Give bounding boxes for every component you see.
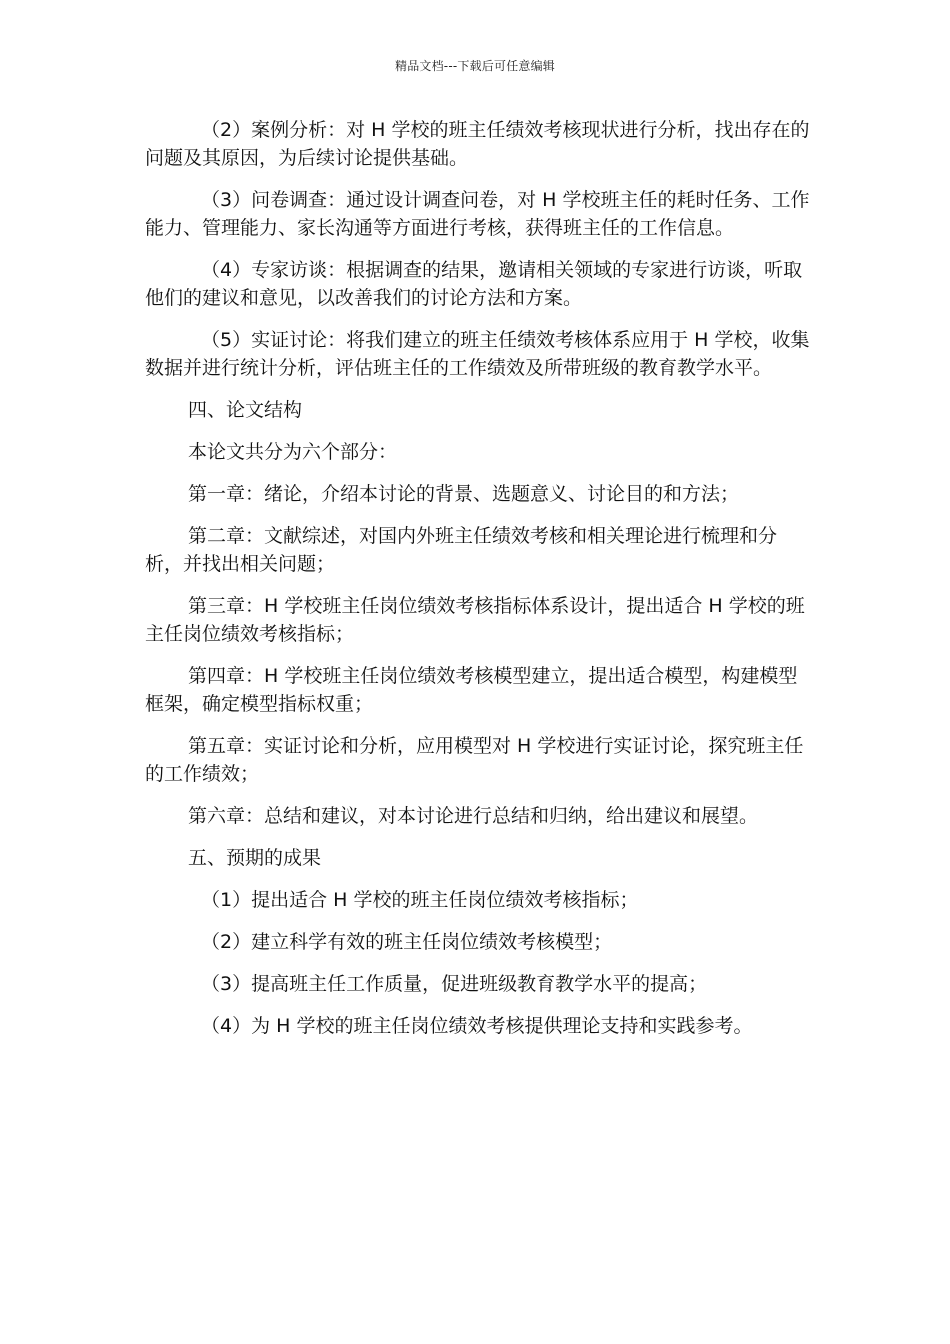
section-heading-expected-results: 五、预期的成果	[188, 847, 322, 869]
paragraph-result-3: （3）提高班主任工作质量，促进班级教育教学水平的提高；	[201, 973, 708, 995]
paragraph-expert-interview: （4）专家访谈：根据调查的结果，邀请相关领域的专家进行访谈，听取他们的建议和意见，以改善我们的讨论方法和方案。	[145, 259, 803, 309]
paragraph-chapter-4: 第四章：H 学校班主任岗位绩效考核模型建立，提出适合模型，构建模型框架，确定模型指标权重；	[145, 665, 798, 715]
paragraph-case-analysis: （2）案例分析：对 H 学校的班主任绩效考核现状进行分析，找出存在的问题及其原因，为后续讨论提供基础。	[145, 119, 810, 169]
document-body	[145, 116, 813, 1054]
paragraph-chapter-1: 第一章：绪论，介绍本讨论的背景、选题意义、讨论目的和方法；	[188, 483, 740, 505]
paragraph-result-1: （1）提出适合 H 学校的班主任岗位绩效考核指标；	[201, 889, 639, 911]
paragraph-result-4: （4）为 H 学校的班主任岗位绩效考核提供理论支持和实践参考。	[201, 1015, 753, 1037]
paragraph-empirical-study: （5）实证讨论：将我们建立的班主任绩效考核体系应用于 H 学校，收集数据并进行统计分析，评估班主任的工作绩效及所带班级的教育教学水平。	[145, 329, 810, 379]
page-header: 精品文档---下载后可任意编辑	[395, 59, 555, 73]
paragraph-chapter-6: 第六章：总结和建议，对本讨论进行总结和归纳，给出建议和展望。	[188, 805, 759, 827]
section-heading-structure: 四、论文结构	[188, 399, 303, 421]
paragraph-questionnaire: （3）问卷调查：通过设计调查问卷，对 H 学校班主任的耗时任务、工作能力、管理能力、家长沟通等方面进行考核，获得班主任的工作信息。	[145, 189, 810, 239]
paragraph-chapter-3: 第三章：H 学校班主任岗位绩效考核指标体系设计，提出适合 H 学校的班主任岗位绩效考核指标；	[145, 595, 805, 645]
paragraph-structure-intro: 本论文共分为六个部分：	[188, 441, 398, 463]
paragraph-chapter-5: 第五章：实证讨论和分析，应用模型对 H 学校进行实证讨论，探究班主任的工作绩效；	[145, 735, 804, 785]
paragraph-result-2: （2）建立科学有效的班主任岗位绩效考核模型；	[201, 931, 613, 953]
paragraph-chapter-2: 第二章：文献综述，对国内外班主任绩效考核和相关理论进行梳理和分析，并找出相关问题；	[145, 525, 778, 575]
